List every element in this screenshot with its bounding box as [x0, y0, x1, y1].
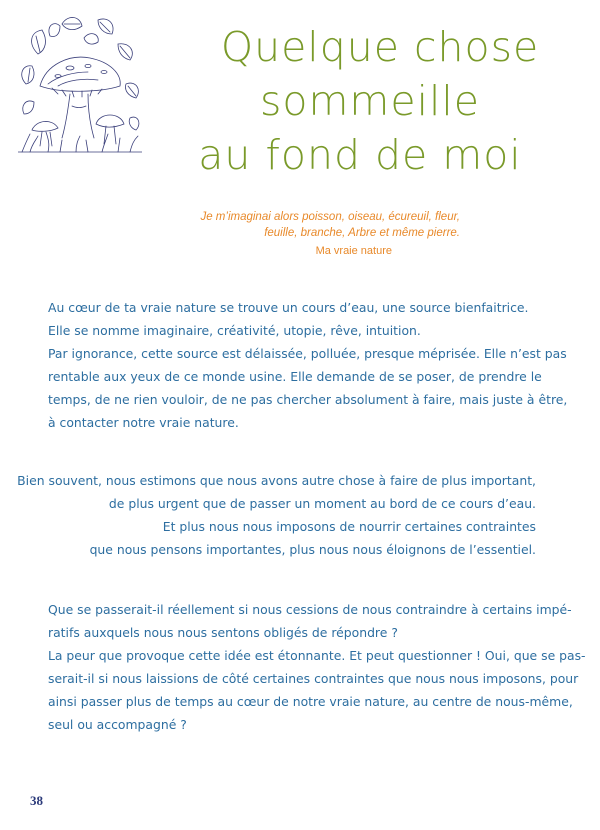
- quote-line-1: Je m’imaginai alors poisson, oiseau, écureuil, fleur,: [200, 211, 460, 223]
- paragraph-line: à contacter notre vraie nature.: [48, 415, 239, 430]
- paragraph-line: Elle se nomme imaginaire, créativité, utopie, rêve, intuition.: [48, 323, 421, 338]
- paragraph-2: [17, 469, 536, 561]
- mushroom-sketch-icon: [18, 14, 142, 156]
- page-number: 38: [30, 793, 43, 808]
- paragraph-line: seul ou accompagné ?: [48, 717, 187, 732]
- title-line-1: Quelque chose: [220, 23, 540, 71]
- paragraph-line: que nous pensons importantes, plus nous nous éloignons de l’essentiel.: [89, 542, 536, 557]
- title-line-3: au fond de moi: [198, 131, 522, 179]
- paragraph-line: La peur que provoque cette idée est étonnante. Et peut questionner ! Oui, que se pas-: [48, 648, 586, 663]
- paragraph-line: de plus urgent que de passer un moment au bord de ce cours d’eau.: [108, 496, 536, 511]
- page-title: [150, 20, 590, 182]
- quote-source: Ma vraie nature: [315, 245, 392, 257]
- paragraph-line: Par ignorance, cette source est délaissée, polluée, presque méprisée. Elle n’est pas: [48, 346, 567, 361]
- paragraph-1: [48, 296, 567, 434]
- epigraph-quote: [190, 209, 460, 241]
- paragraph-line: rentable aux yeux de ce monde usine. Elle demande de se poser, de prendre le: [48, 369, 542, 384]
- paragraph-line: ainsi passer plus de temps au cœur de notre vraie nature, au centre de nous-même,: [48, 694, 573, 709]
- paragraph-3: [48, 598, 586, 736]
- paragraph-line: Au cœur de ta vraie nature se trouve un cours d’eau, une source bienfaitrice.: [48, 300, 529, 315]
- paragraph-line: Que se passerait-il réellement si nous cessions de nous contraindre à certains impé-: [48, 602, 572, 617]
- paragraph-line: ratifs auxquels nous nous sentons obligés de répondre ?: [48, 625, 398, 640]
- paragraph-line: serait-il si nous laissions de côté certaines contraintes que nous nous imposons, pour: [48, 671, 579, 686]
- paragraph-line: Et plus nous nous imposons de nourrir certaines contraintes: [162, 519, 536, 534]
- mushroom-illustration: [18, 14, 142, 156]
- paragraph-line: Bien souvent, nous estimons que nous avons autre chose à faire de plus important,: [17, 473, 536, 488]
- quote-line-2: feuille, branche, Arbre et même pierre.: [264, 227, 460, 239]
- paragraph-line: temps, de ne rien vouloir, de ne pas chercher absolument à faire, mais juste à être,: [48, 392, 568, 407]
- title-line-2: sommeille: [260, 77, 480, 125]
